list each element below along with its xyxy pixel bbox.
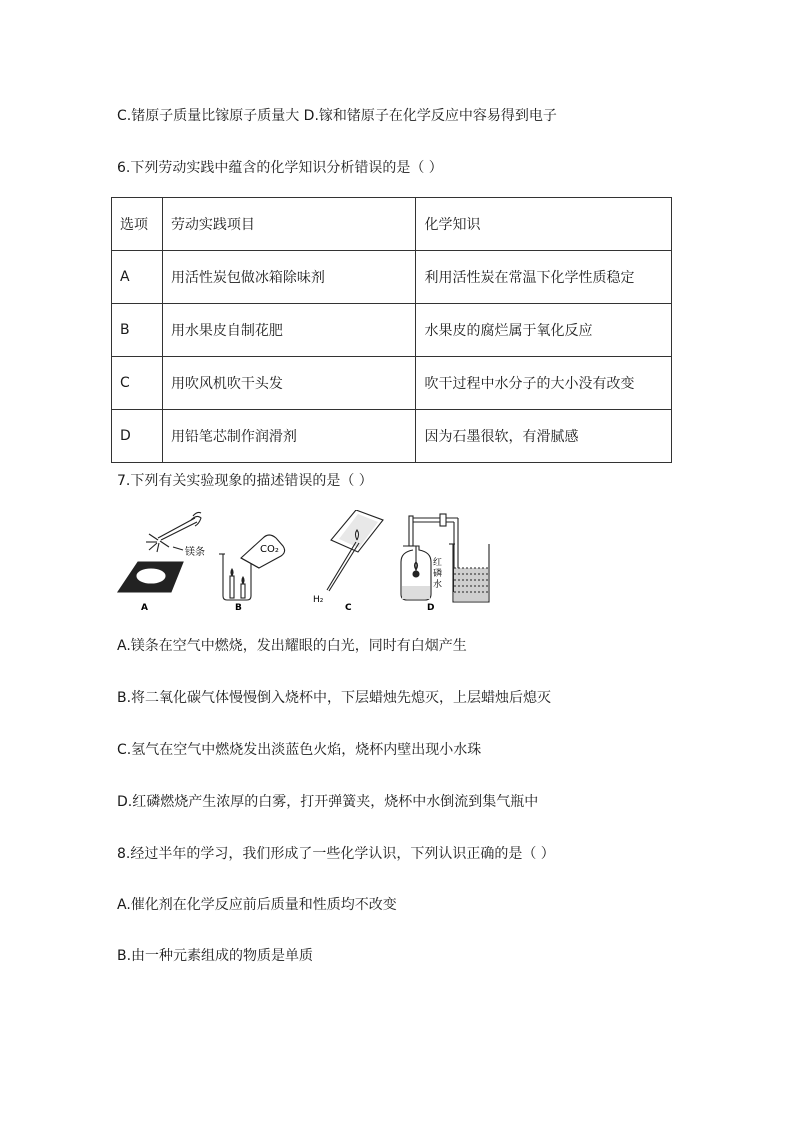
table-cell: 水果皮的腐烂属于氧化反应 (416, 304, 672, 357)
co2-label: CO₂ (260, 544, 279, 555)
header-cell-option: 选项 (112, 198, 163, 251)
table-row (112, 304, 672, 357)
header-cell-practice: 劳动实践项目 (162, 198, 416, 251)
q6-stem: 6.下列劳动实践中蕴含的化学知识分析错误的是（ ） (117, 160, 443, 176)
q6-table (111, 197, 672, 463)
h2-label: H₂ (313, 595, 324, 605)
q8-stem: 8.经过半年的学习，我们形成了一些化学认识，下列认识正确的是（ ） (117, 846, 555, 862)
table-row (112, 410, 672, 463)
q7-option-d: D.红磷燃烧产生浓厚的白雾，打开弹簧夹，烧杯中水倒流到集气瓶中 (117, 794, 539, 810)
q8-option-a: A.催化剂在化学反应前后质量和性质均不改变 (117, 897, 397, 913)
table-cell: D (112, 410, 163, 463)
table-cell: 用吹风机吹干头发 (162, 357, 416, 410)
figure-label-c: C (345, 603, 352, 612)
table-cell: B (112, 304, 163, 357)
q7-experiment-figure (113, 510, 523, 612)
experiment-c-hydrogen-icon (327, 510, 383, 591)
q7-option-a: A.镁条在空气中燃烧，发出耀眼的白光，同时有白烟产生 (117, 638, 467, 654)
red-p-label-2: 磷 (433, 569, 443, 579)
mg-label: 镁条 (185, 547, 205, 558)
table-row (112, 357, 672, 410)
table-cell: C (112, 357, 163, 410)
table-header-row (112, 198, 672, 251)
q5-options-tail: C.锗原子质量比镓原子质量大 D.镓和锗原子在化学反应中容易得到电子 (117, 108, 557, 124)
header-cell-knowledge: 化学知识 (416, 198, 672, 251)
table-row (112, 251, 672, 304)
table-cell: 吹干过程中水分子的大小没有改变 (416, 357, 672, 410)
table-cell: 利用活性炭在常温下化学性质稳定 (416, 251, 672, 304)
q7-option-b: B.将二氧化碳气体慢慢倒入烧杯中，下层蜡烛先熄灭，上层蜡烛后熄灭 (117, 690, 552, 706)
figure-label-b: B (235, 603, 242, 612)
table-cell: 用铅笔芯制作润滑剂 (162, 410, 416, 463)
water-label: 水 (433, 580, 443, 590)
red-p-label-1: 红 (433, 558, 443, 568)
q7-option-c: C.氢气在空气中燃烧发出淡蓝色火焰，烧杯内壁出现小水珠 (117, 742, 482, 758)
figure-label-d: D (427, 603, 435, 612)
figure-label-a: A (141, 603, 148, 612)
table-cell: 用活性炭包做冰箱除味剂 (162, 251, 416, 304)
q8-option-b: B.由一种元素组成的物质是单质 (117, 948, 314, 964)
experiment-d-red-phosphorus-icon (401, 514, 489, 602)
table-cell: 用水果皮自制花肥 (162, 304, 416, 357)
q7-stem: 7.下列有关实验现象的描述错误的是（ ） (117, 473, 373, 489)
table-cell: A (112, 251, 163, 304)
table-cell: 因为石墨很软，有滑腻感 (416, 410, 672, 463)
